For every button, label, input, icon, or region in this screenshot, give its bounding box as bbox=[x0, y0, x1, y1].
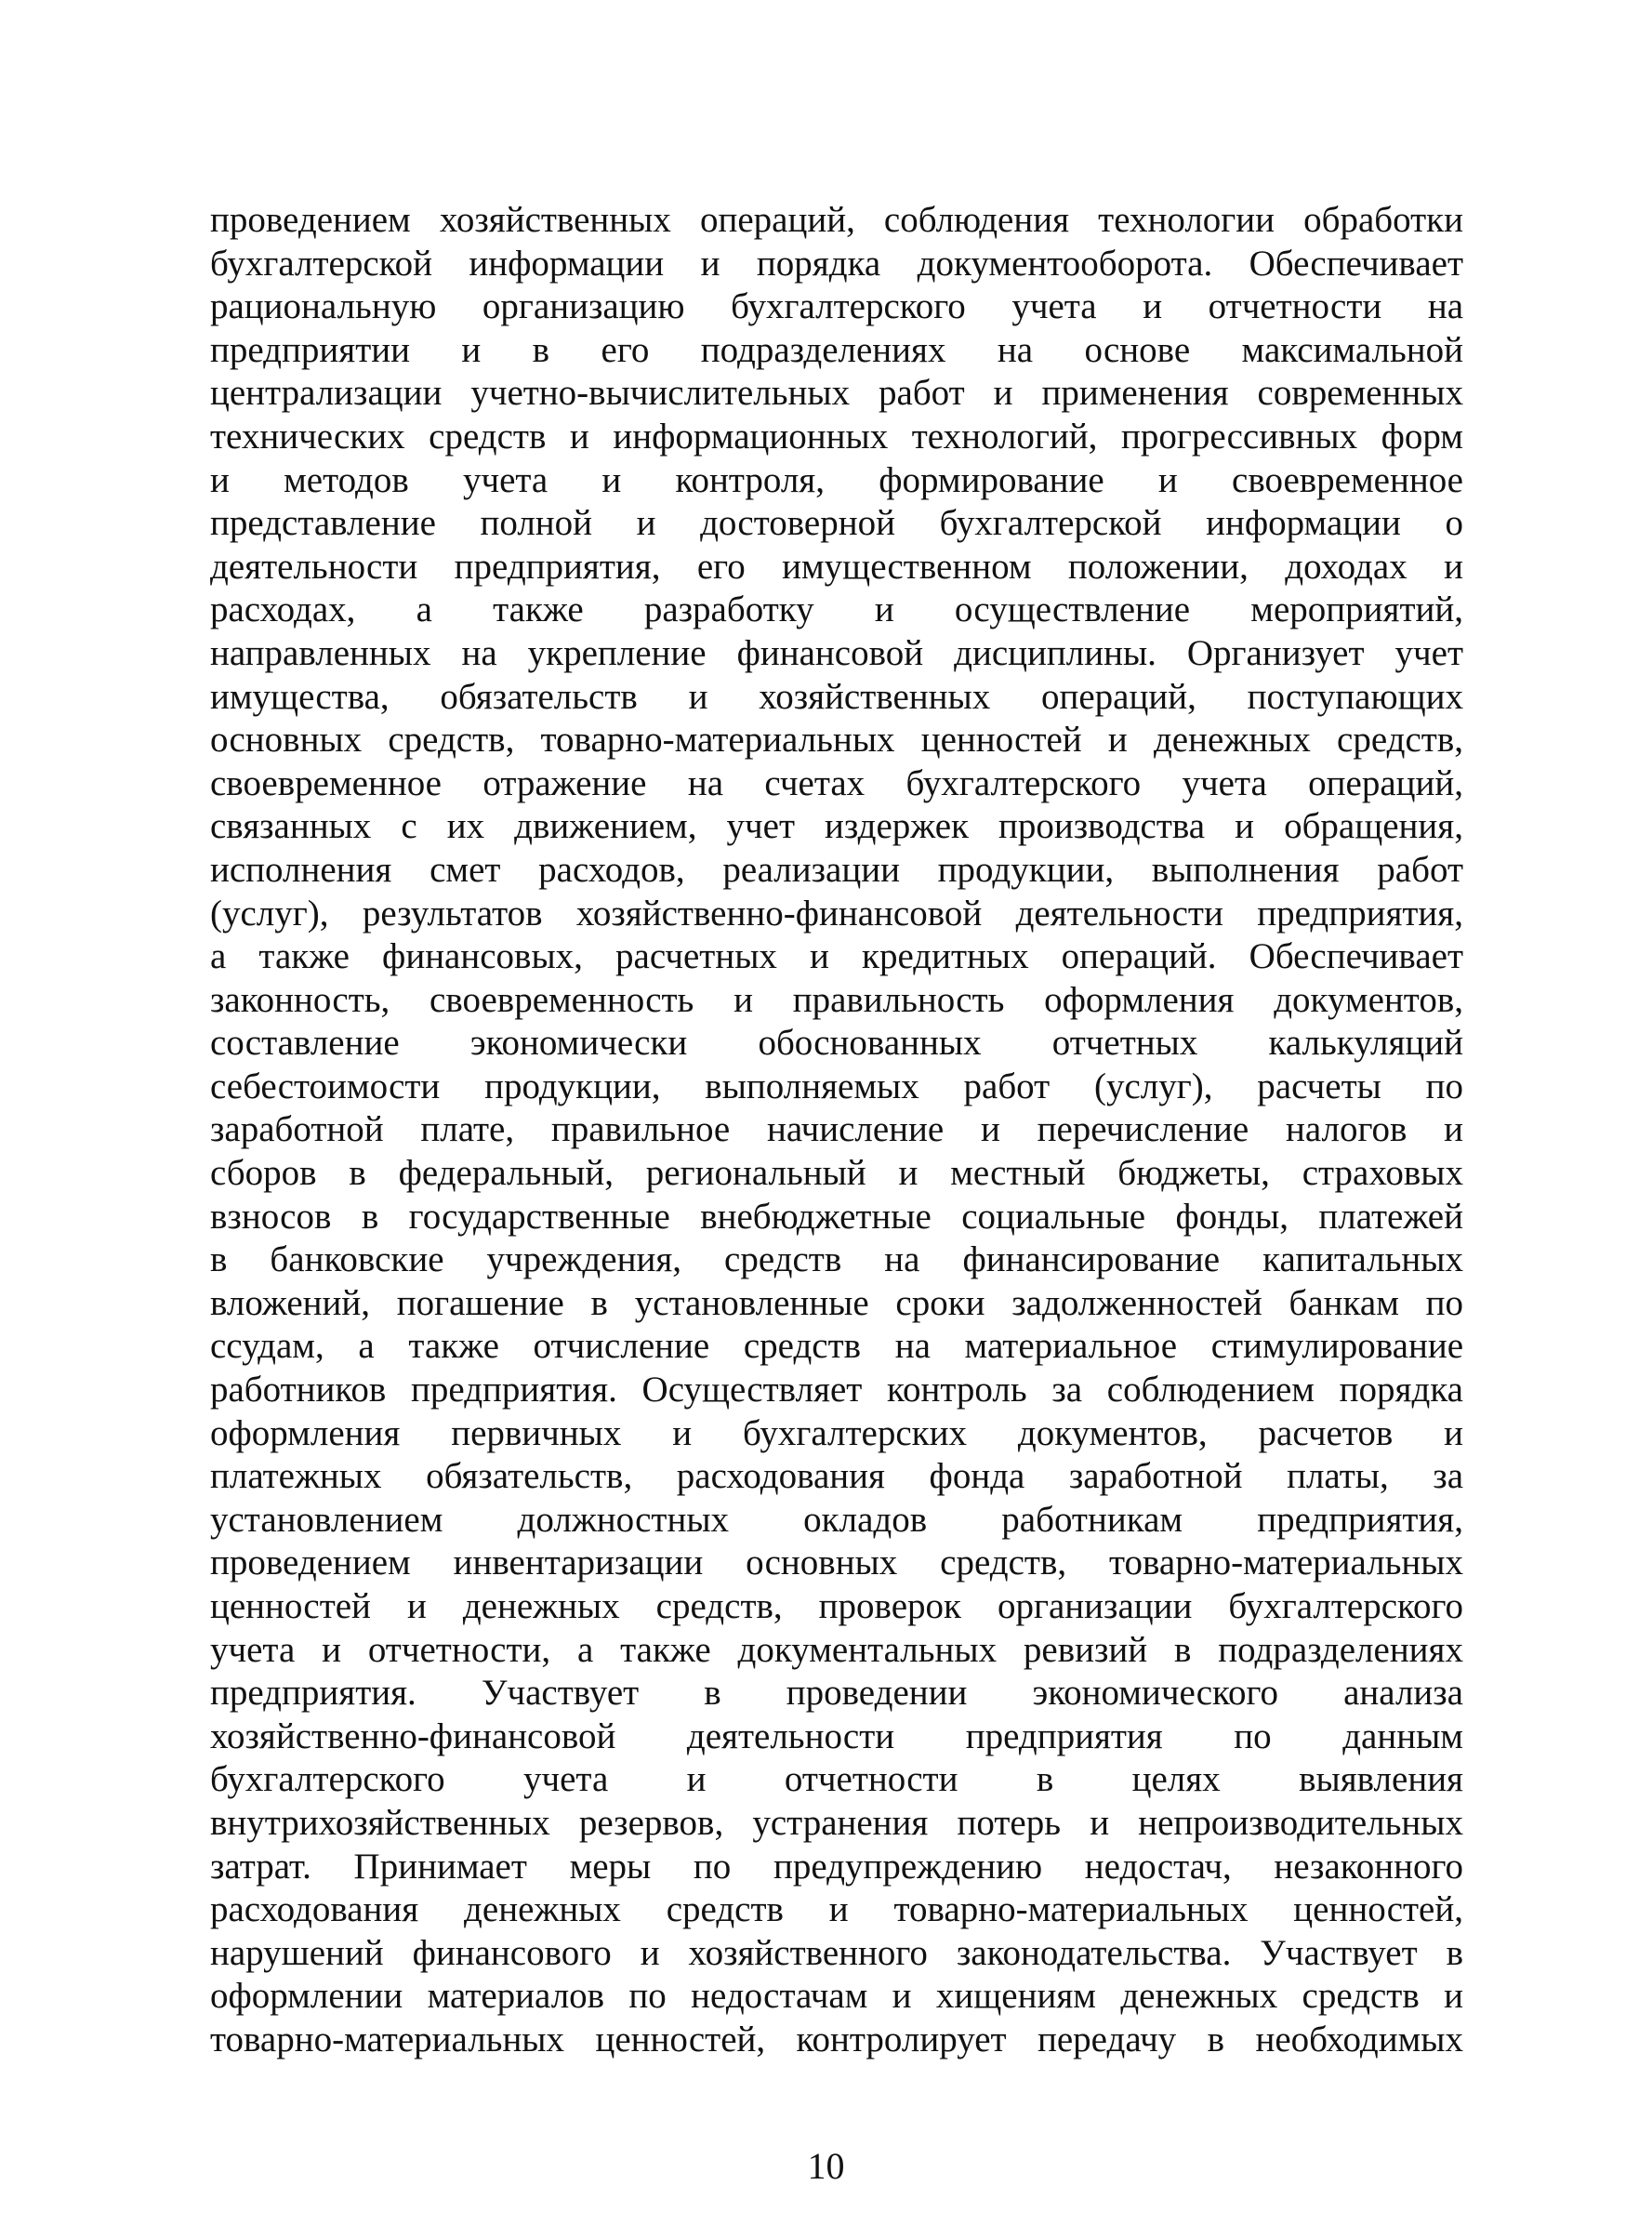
text-line: заработной плате, правильное начисление и перечисление налогов и bbox=[210, 1109, 1463, 1150]
text-line: представление полной и достоверной бухгалтерской информации о bbox=[210, 503, 1463, 544]
text-line: проведением хозяйственных операций, соблюдения технологии обработки bbox=[210, 200, 1463, 240]
text-line: составление экономически обоснованных отчетных калькуляций bbox=[210, 1023, 1463, 1064]
text-line: хозяйственно-финансовой деятельности предприятия по данным bbox=[210, 1715, 1463, 1756]
text-line: расходования денежных средств и товарно-материальных ценностей, bbox=[210, 1889, 1463, 1930]
text-line: основных средств, товарно-материальных ценностей и денежных средств, bbox=[210, 720, 1463, 761]
text-line: платежных обязательств, расходования фонда заработной платы, за bbox=[210, 1456, 1463, 1497]
text-line: технических средств и информационных технологий, прогрессивных форм bbox=[210, 416, 1463, 457]
text-line: в банковские учреждения, средств на финансирование капитальных bbox=[210, 1239, 1463, 1280]
text-line: своевременное отражение на счетах бухгалтерского учета операций, bbox=[210, 762, 1463, 803]
text-line: сборов в федеральный, региональный и местный бюджеты, страховых bbox=[210, 1153, 1463, 1194]
text-line: взносов в государственные внебюджетные социальные фонды, платежей bbox=[210, 1196, 1463, 1237]
text-line: ценностей и денежных средств, проверок организации бухгалтерского bbox=[210, 1586, 1463, 1626]
text-line: проведением инвентаризации основных средств, товарно-материальных bbox=[210, 1543, 1463, 1583]
text-line: имущества, обязательств и хозяйственных операций, поступающих bbox=[210, 676, 1463, 717]
text-line: законность, своевременность и правильность оформления документов, bbox=[210, 979, 1463, 1020]
text-line: вложений, погашение в установленные сроки задолженностей банкам по bbox=[210, 1282, 1463, 1323]
text-line: предприятии и в его подразделениях на основе максимальной bbox=[210, 329, 1463, 370]
text-line: расходах, а также разработку и осуществление мероприятий, bbox=[210, 589, 1463, 630]
text-line: централизации учетно-вычислительных работ и применения современных bbox=[210, 373, 1463, 414]
text-line: оформления первичных и бухгалтерских документов, расчетов и bbox=[210, 1412, 1463, 1453]
text-line: учета и отчетности, а также документальных ревизий в подразделениях bbox=[210, 1629, 1463, 1670]
body-text bbox=[210, 199, 1463, 2062]
text-line: бухгалтерского учета и отчетности в целях выявления bbox=[210, 1759, 1463, 1800]
text-line: направленных на укрепление финансовой дисциплины. Организует учет bbox=[210, 632, 1463, 673]
text-line: затрат. Принимает меры по предупреждению недостач, незаконного bbox=[210, 1846, 1463, 1887]
text-line: исполнения смет расходов, реализации продукции, выполнения работ bbox=[210, 849, 1463, 890]
text-line: оформлении материалов по недостачам и хищениям денежных средств и bbox=[210, 1976, 1463, 2017]
text-line: (услуг), результатов хозяйственно-финансовой деятельности предприятия, bbox=[210, 893, 1463, 934]
text-line: товарно-материальных ценностей, контролирует передачу в необходимых bbox=[210, 2019, 1463, 2059]
text-line: связанных с их движением, учет издержек производства и обращения, bbox=[210, 806, 1463, 847]
text-line: и методов учета и контроля, формирование и своевременное bbox=[210, 459, 1463, 500]
text-line: установлением должностных окладов работникам предприятия, bbox=[210, 1499, 1463, 1540]
text-line: работников предприятия. Осуществляет контроль за соблюдением порядка bbox=[210, 1370, 1463, 1410]
text-line: деятельности предприятия, его имущественном положении, доходах и bbox=[210, 546, 1463, 587]
text-line: ссудам, а также отчисление средств на материальное стимулирование bbox=[210, 1326, 1463, 1367]
text-line: себестоимости продукции, выполняемых работ (услуг), расчеты по bbox=[210, 1066, 1463, 1106]
text-line: рациональную организацию бухгалтерского учета и отчетности на bbox=[210, 286, 1463, 327]
page-number: 10 bbox=[807, 2145, 845, 2187]
text-line: внутрихозяйственных резервов, устранения потерь и непроизводительных bbox=[210, 1802, 1463, 1843]
text-line: бухгалтерской информации и порядка документооборота. Обеспечивает bbox=[210, 243, 1463, 284]
text-line: нарушений финансового и хозяйственного законодательства. Участвует в bbox=[210, 1932, 1463, 1973]
text-line: предприятия. Участвует в проведении экономического анализа bbox=[210, 1673, 1463, 1714]
text-line: а также финансовых, расчетных и кредитных операций. Обеспечивает bbox=[210, 936, 1463, 977]
